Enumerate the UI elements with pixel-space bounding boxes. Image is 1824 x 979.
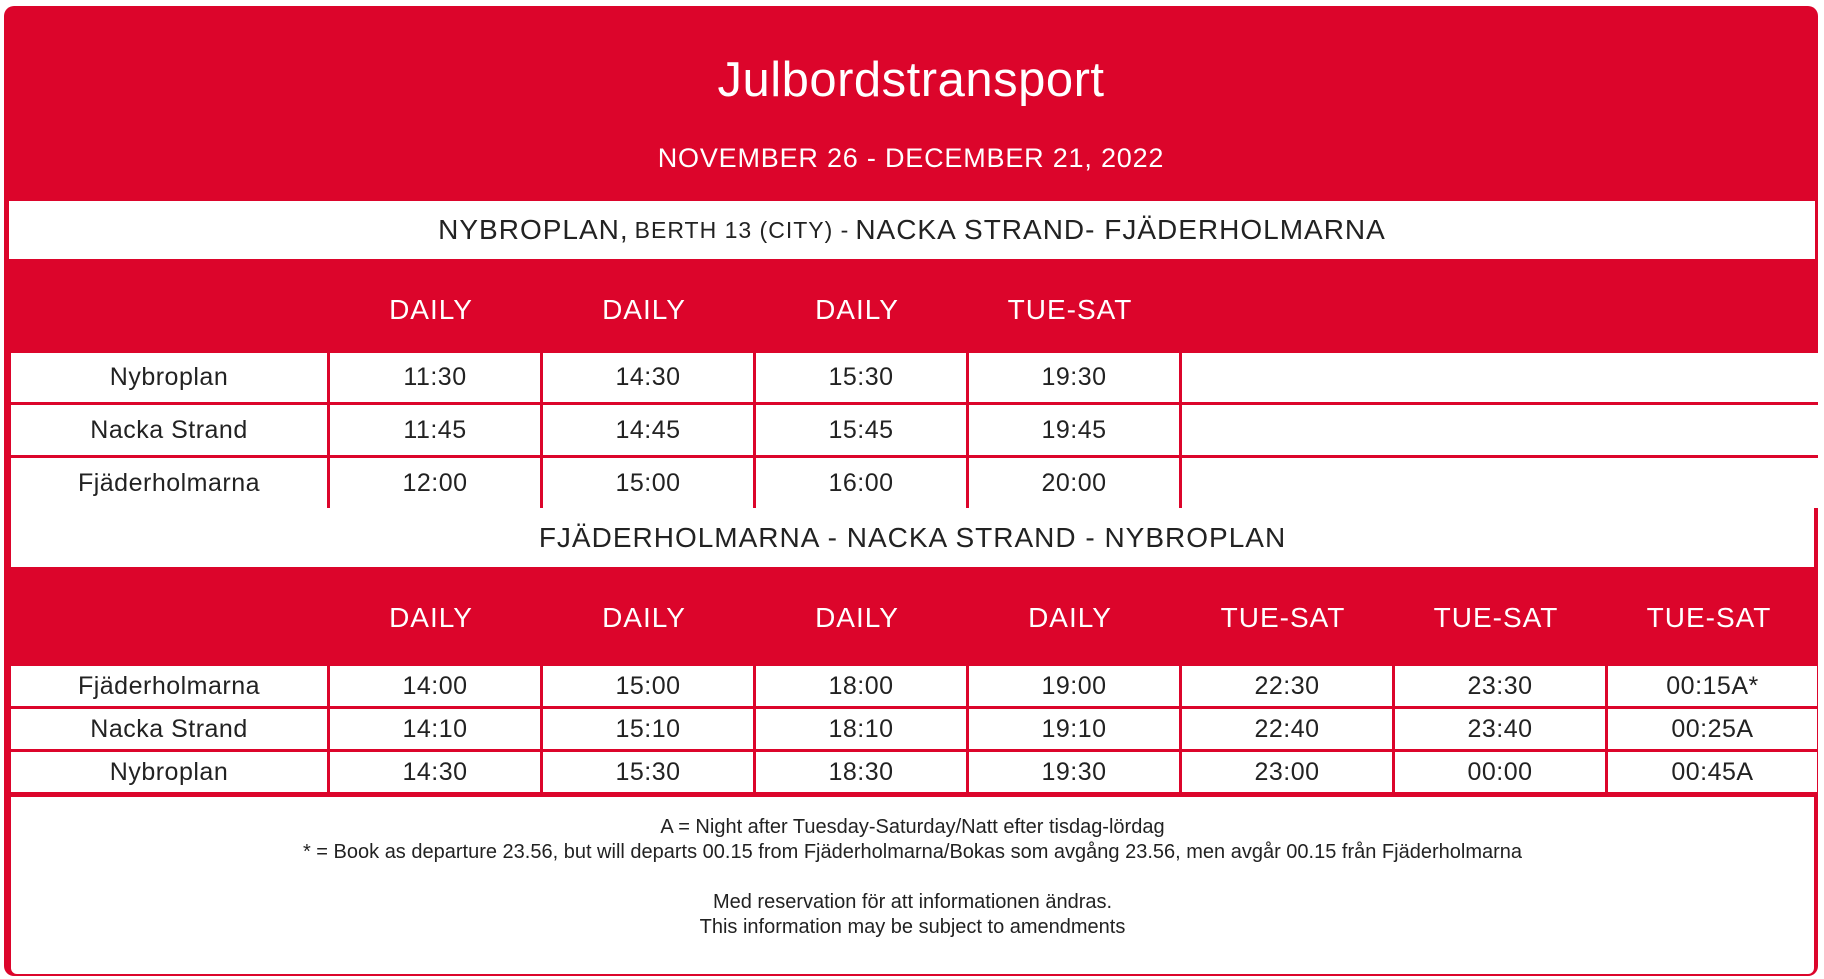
departure-time: 00:25A xyxy=(1608,709,1817,749)
return-route-heading xyxy=(11,508,1814,567)
departure-time: 16:00 xyxy=(756,458,966,508)
outbound-route-origin: NYBROPLAN, xyxy=(438,214,629,245)
departure-time: 00:15A* xyxy=(1608,666,1817,706)
outbound-timetable xyxy=(11,350,1814,511)
departure-time: 12:00 xyxy=(330,458,540,508)
departure-time: 11:45 xyxy=(330,405,540,455)
departure-time: 14:10 xyxy=(330,709,540,749)
outbound-route-berth: BERTH 13 (CITY) - xyxy=(634,216,850,243)
departure-time: 15:10 xyxy=(543,709,753,749)
departure-time: 15:30 xyxy=(756,353,966,402)
timetable-card xyxy=(4,6,1818,976)
departure-time: 18:30 xyxy=(756,752,966,792)
departure-time: 00:00 xyxy=(1395,752,1605,792)
return-route-label: FJÄDERHOLMARNA - NACKA STRAND - NYBROPLAN xyxy=(538,521,1287,553)
station-name: Nacka Strand xyxy=(11,405,327,455)
station-name: Nybroplan xyxy=(11,752,327,792)
departure-time: 15:00 xyxy=(543,666,753,706)
departure-time: 23:40 xyxy=(1395,709,1605,749)
empty-cell xyxy=(1182,405,1819,455)
day-header: DAILY xyxy=(602,294,686,325)
day-header: TUE-SAT xyxy=(1646,602,1772,633)
day-header: DAILY xyxy=(1028,602,1112,633)
departure-time: 22:40 xyxy=(1182,709,1392,749)
footnote-a: A = Night after Tuesday-Saturday/Natt efter tisdag-lördag xyxy=(660,816,1165,838)
day-header: TUE-SAT xyxy=(1433,602,1559,633)
departure-time: 19:30 xyxy=(969,752,1179,792)
disclaimer-swedish: Med reservation för att informationen ändras. xyxy=(712,891,1113,913)
departure-time: 23:30 xyxy=(1395,666,1605,706)
station-name: Fjäderholmarna xyxy=(11,458,327,508)
outbound-route-heading xyxy=(9,201,1815,259)
station-name: Nacka Strand xyxy=(11,709,327,749)
departure-time: 15:00 xyxy=(543,458,753,508)
day-header: DAILY xyxy=(815,294,899,325)
disclaimer-english: This information may be subject to amendments xyxy=(699,916,1126,938)
day-header: DAILY xyxy=(389,602,473,633)
departure-time: 15:30 xyxy=(543,752,753,792)
departure-time: 19:00 xyxy=(969,666,1179,706)
departure-time: 14:00 xyxy=(330,666,540,706)
station-name: Nybroplan xyxy=(11,353,327,402)
departure-time: 18:00 xyxy=(756,666,966,706)
departure-time: 23:00 xyxy=(1182,752,1392,792)
outbound-route-destination: NACKA STRAND- FJÄDERHOLMARNA xyxy=(855,214,1386,245)
day-header: TUE-SAT xyxy=(1220,602,1346,633)
day-header: DAILY xyxy=(602,602,686,633)
departure-time: 15:45 xyxy=(756,405,966,455)
station-name: Fjäderholmarna xyxy=(11,666,327,706)
departure-time: 11:30 xyxy=(330,353,540,402)
departure-time: 00:45A xyxy=(1608,752,1817,792)
return-timetable xyxy=(11,663,1814,800)
departure-time: 19:10 xyxy=(969,709,1179,749)
departure-time: 14:45 xyxy=(543,405,753,455)
day-header: DAILY xyxy=(815,602,899,633)
departure-time: 14:30 xyxy=(543,353,753,402)
date-range: NOVEMBER 26 - DECEMBER 21, 2022 xyxy=(657,143,1165,173)
footnote-asterisk: * = Book as departure 23.56, but will departs 00.15 from Fjäderholmarna/Bokas som avgång 23.56, men avgår 00.15 från Fjäderholmarna xyxy=(302,841,1523,863)
day-header: TUE-SAT xyxy=(1007,294,1133,325)
departure-time: 19:30 xyxy=(969,353,1179,402)
empty-cell xyxy=(1182,458,1819,508)
footnotes xyxy=(11,797,1814,974)
departure-time: 18:10 xyxy=(756,709,966,749)
day-header: DAILY xyxy=(389,294,473,325)
page-title: Julbordstransport xyxy=(717,53,1105,107)
departure-time: 20:00 xyxy=(969,458,1179,508)
departure-time: 14:30 xyxy=(330,752,540,792)
departure-time: 22:30 xyxy=(1182,666,1392,706)
departure-time: 19:45 xyxy=(969,405,1179,455)
empty-cell xyxy=(1182,353,1819,402)
spacer xyxy=(11,865,1814,890)
